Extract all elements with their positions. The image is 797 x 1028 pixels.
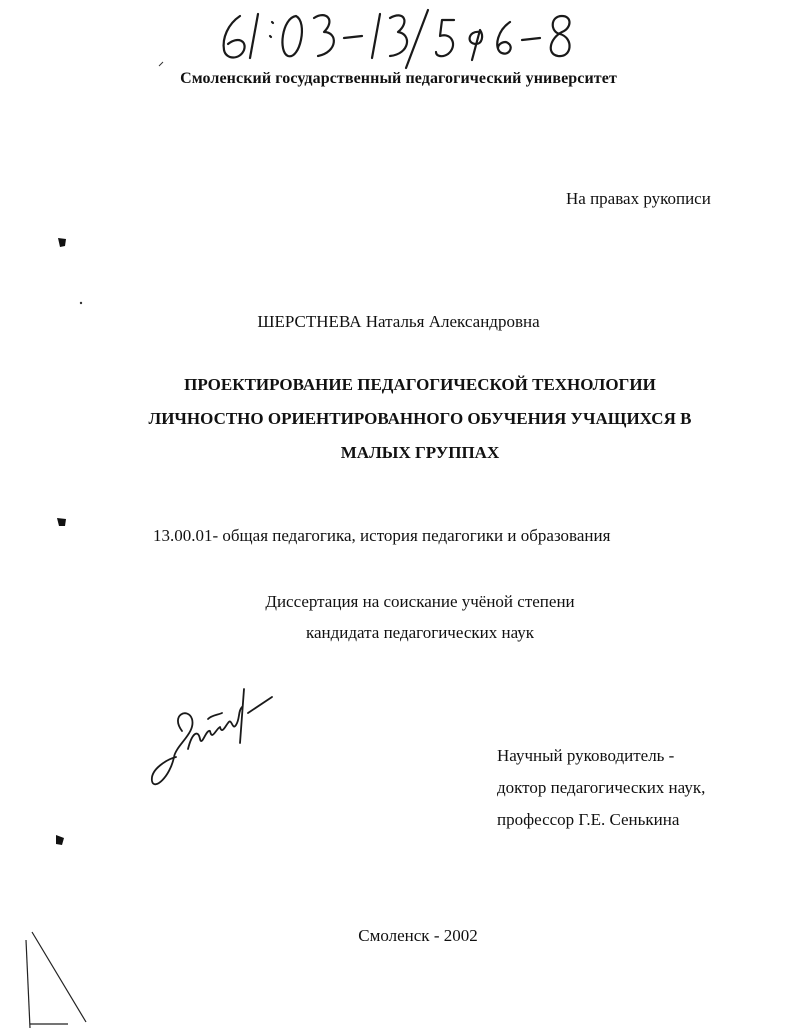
binding-hole-mark bbox=[54, 234, 70, 250]
author-name: ШЕРСТНЕВА Наталья Александровна bbox=[257, 312, 540, 331]
scan-edge-lines bbox=[20, 930, 90, 1028]
scan-speck bbox=[78, 300, 84, 306]
university-name: Смоленский государственный педагогический университет bbox=[180, 70, 617, 87]
scientific-supervisor bbox=[497, 740, 705, 836]
handwritten-catalog-number bbox=[210, 2, 590, 72]
specialty-code: 13.00.01- общая педагогика, история педагогики и образования bbox=[153, 526, 611, 545]
binding-hole-mark bbox=[54, 514, 70, 530]
supervisor-line: профессор Г.Е. Сенькина bbox=[497, 810, 680, 829]
degree-line: кандидата педагогических наук bbox=[305, 623, 535, 642]
degree-line: Диссертация на соискание учёной степени bbox=[265, 592, 575, 611]
supervisor-line: Научный руководитель - bbox=[497, 746, 675, 765]
degree-statement bbox=[205, 586, 635, 648]
title-line: ЛИЧНОСТНО ОРИЕНТИРОВАННОГО ОБУЧЕНИЯ УЧАЩИХСЯ В bbox=[148, 409, 692, 428]
dissertation-title bbox=[100, 368, 740, 470]
manuscript-rights-note: На правах рукописи bbox=[566, 189, 711, 208]
binding-hole-mark bbox=[52, 832, 68, 848]
title-line: ПРОЕКТИРОВАНИЕ ПЕДАГОГИЧЕСКОЙ ТЕХНОЛОГИИ bbox=[184, 375, 656, 394]
city-and-year: Смоленск - 2002 bbox=[358, 926, 478, 945]
scan-speck bbox=[157, 60, 165, 68]
title-line: МАЛЫХ ГРУППАХ bbox=[340, 443, 500, 462]
handwritten-signature bbox=[148, 685, 278, 795]
supervisor-line: доктор педагогических наук, bbox=[497, 778, 706, 797]
